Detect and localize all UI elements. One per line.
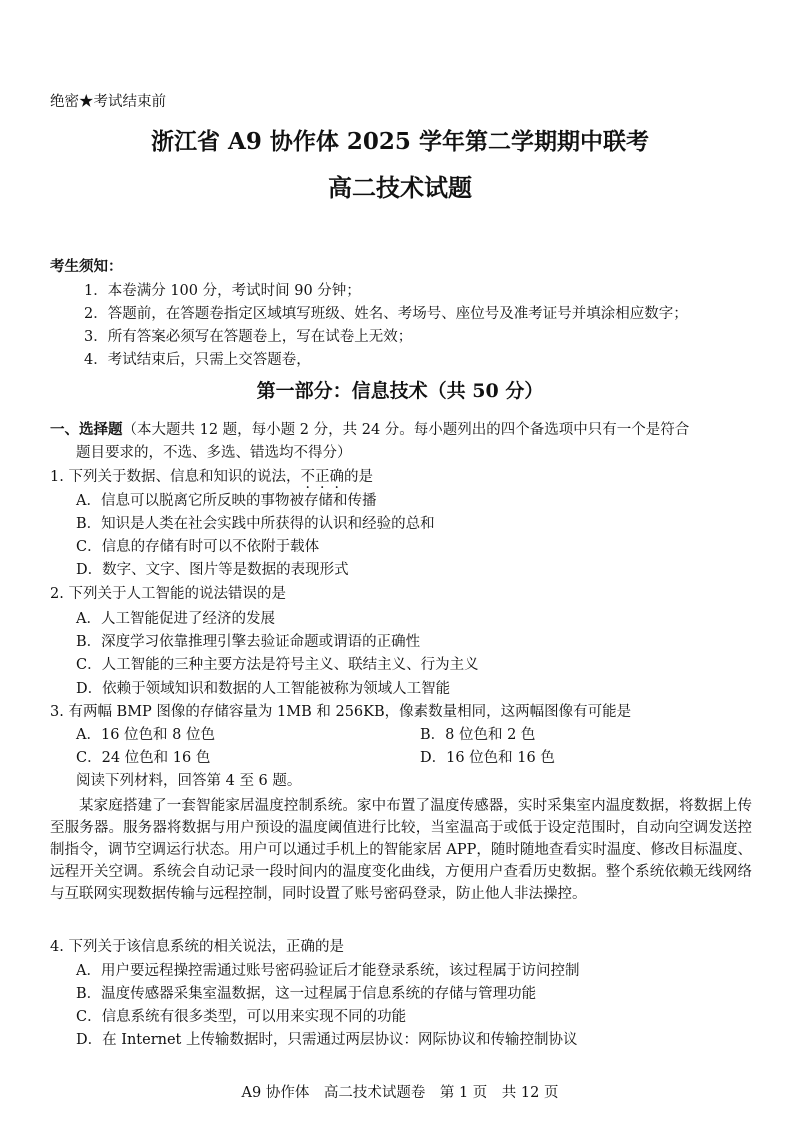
material-paragraph: 某家庭搭建了一套智能家居温度控制系统。家中布置了温度传感器，实时采集室内温度数据，将数据上传至服务器。服务器将数据与用户预设的温度阈值进行比较，当室温高于或低于设定范围时，自动向空调发送控制指令，调节空调运行状态。用户可以通过手机上的智能家居 APP，随时随地查看实时温度、修改目标温度、远程开关空调。系统会自动记录一段时间内的温度变化曲线，方便用户查看历史数据。整个系统依赖无线网络与互联网实现数据传输与远程控制，同时设置了账号密码登录，防止他人非法操控。 [50, 798, 752, 902]
confidential-mark: 绝密★考试结束前 [50, 94, 166, 110]
question-1-option-b: B．知识是人类在社会实践中所获得的认识和经验的总和 [76, 516, 435, 532]
block-heading [50, 418, 689, 439]
question-3-option-c: C．24 位色和 16 色 [76, 750, 211, 766]
question-1-stem-suffix: 的是 [343, 469, 373, 485]
question-3-option-d: D．16 位色和 16 色 [420, 750, 555, 766]
question-2-option-a: A．人工智能促进了经济的发展 [76, 611, 275, 627]
question-1-option-a: A．信息可以脱离它所反映的事物被存储和传播 [76, 493, 377, 509]
question-1-stem-prefix: 1. 下列关于数据、信息和知识的说法， [50, 469, 301, 485]
block-description: （本大题共 12 题，每小题 2 分，共 24 分。每小题列出的四个备选项中只有一个是符合 [122, 422, 690, 438]
question-2-option-b: B．深度学习依靠推理引擎去验证命题或谓语的正确性 [76, 634, 421, 650]
exam-subtitle: 高二技术试题 [328, 173, 472, 202]
question-1-option-d: D．数字、文字、图片等是数据的表现形式 [76, 562, 349, 578]
emphasis-char: 正 [314, 469, 330, 485]
question-3-option-a: A．16 位色和 8 位色 [76, 727, 215, 743]
question-4-option-b: B．温度传感器采集室温数据，这一过程属于信息系统的存储与管理功能 [76, 986, 537, 1002]
question-1-stem [50, 465, 373, 486]
exam-title: 浙江省 A9 协作体 2025 学年第二学期期中联考 [151, 128, 649, 155]
question-3-option-b: B．8 位色和 2 色 [420, 727, 536, 743]
notice-item: 3．所有答案必须写在答题卷上，写在试卷上无效； [84, 329, 413, 345]
emphasis-char: 确 [329, 469, 344, 485]
question-1-option-c: C．信息的存储有时可以不依附于载体 [76, 539, 320, 555]
question-3-stem: 3. 有两幅 BMP 图像的存储容量为 1MB 和 256KB，像素数量相同，这两幅图像有可能是 [50, 704, 632, 720]
notice-heading: 考生须知： [50, 258, 123, 275]
material-intro: 阅读下列材料，回答第 4 至 6 题。 [76, 773, 302, 789]
question-4-option-a: A．用户要远程操控需通过账号密码验证后才能登录系统，该过程属于访问控制 [76, 963, 580, 979]
question-2-stem: 2. 下列关于人工智能的说法错误的是 [50, 586, 286, 602]
notice-item: 2．答题前，在答题卷指定区域填写班级、姓名、考场号、座位号及准考证号并填涂相应数字； [84, 306, 688, 322]
question-4-stem: 4. 下列关于该信息系统的相关说法，正确的是 [50, 939, 344, 955]
emphasis-char: 不 [300, 469, 315, 485]
notice-item: 1．本卷满分 100 分，考试时间 90 分钟； [84, 283, 361, 299]
question-4-option-c: C．信息系统有很多类型，可以用来实现不同的功能 [76, 1009, 407, 1025]
question-2-option-d: D．依赖于领域知识和数据的人工智能被称为领域人工智能 [76, 681, 451, 697]
section-title: 第一部分：信息技术（共 50 分） [256, 380, 544, 402]
notice-item: 4．考试结束后，只需上交答题卷， [84, 352, 311, 368]
block-label: 一、选择题 [50, 421, 123, 438]
question-2-option-c: C．人工智能的三种主要方法是符号主义、联结主义、行为主义 [76, 657, 479, 673]
page-footer: A9 协作体 高二技术试题卷 第 1 页 共 12 页 [241, 1085, 559, 1101]
block-description-cont: 题目要求的，不选、多选、错选均不得分） [76, 445, 352, 461]
question-4-option-d: D．在 Internet 上传输数据时，只需通过两层协议：网际协议和传输控制协议 [76, 1032, 578, 1048]
